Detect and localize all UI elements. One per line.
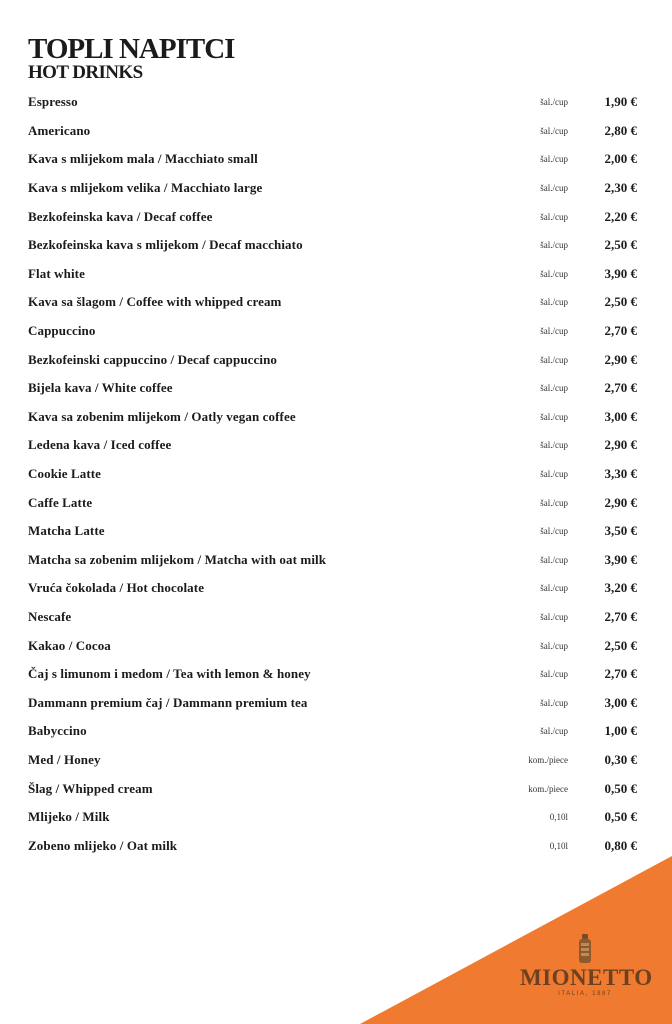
item-unit: šal./cup xyxy=(540,469,568,480)
brand-name: MIONETTO xyxy=(520,965,653,990)
menu-item-row xyxy=(28,88,640,117)
item-unit: šal./cup xyxy=(540,554,568,565)
item-name: Kava s mlijekom velika / Macchiato large xyxy=(28,180,263,196)
item-price: 1,90 € xyxy=(604,94,637,110)
item-price: 2,90 € xyxy=(604,437,637,453)
menu-item-row xyxy=(28,574,640,603)
item-unit: šal./cup xyxy=(540,726,568,737)
item-name: Bezkofeinski cappuccino / Decaf cappuccino xyxy=(28,351,278,367)
item-name: Kava sa šlagom / Coffee with whipped cream xyxy=(28,294,282,310)
bottle-emblem-icon xyxy=(577,934,593,964)
item-price: 2,80 € xyxy=(604,122,637,138)
menu-item-row xyxy=(28,345,640,374)
menu-item-row xyxy=(28,231,640,260)
item-unit: šal./cup xyxy=(540,211,568,222)
item-name: Espresso xyxy=(28,94,78,110)
drinks-menu-list xyxy=(28,88,640,860)
menu-item-row xyxy=(28,717,640,746)
menu-item-row xyxy=(28,117,640,146)
menu-header xyxy=(28,34,234,82)
item-unit: šal./cup xyxy=(540,383,568,394)
item-price: 2,70 € xyxy=(604,380,637,396)
item-name: Matcha Latte xyxy=(28,523,105,539)
item-price: 3,90 € xyxy=(604,265,637,281)
item-price: 2,00 € xyxy=(604,151,637,167)
brand-logo xyxy=(520,934,653,998)
brand-tagline: ITALIA, 1887 xyxy=(558,991,612,997)
item-unit: 0,10l xyxy=(549,812,568,823)
item-unit: šal./cup xyxy=(540,583,568,594)
item-unit: šal./cup xyxy=(540,697,568,708)
item-unit: šal./cup xyxy=(540,354,568,365)
item-price: 2,90 € xyxy=(604,351,637,367)
menu-item-row xyxy=(28,374,640,403)
item-price: 3,20 € xyxy=(604,580,637,596)
item-name: Matcha sa zobenim mlijekom / Matcha with oat milk xyxy=(28,551,327,567)
item-price: 0,50 € xyxy=(604,780,637,796)
item-name: Kava s mlijekom mala / Macchiato small xyxy=(28,151,258,167)
item-price: 0,80 € xyxy=(604,837,637,853)
item-name: Americano xyxy=(28,122,91,138)
menu-item-row xyxy=(28,546,640,575)
item-price: 2,30 € xyxy=(604,180,637,196)
menu-item-row xyxy=(28,517,640,546)
item-price: 3,30 € xyxy=(604,466,637,482)
menu-item-row xyxy=(28,431,640,460)
item-name: Dammann premium čaj / Dammann premium tea xyxy=(28,694,308,710)
item-unit: šal./cup xyxy=(540,326,568,337)
item-price: 2,70 € xyxy=(604,323,637,339)
item-name: Kava sa zobenim mlijekom / Oatly vegan coffee xyxy=(28,408,296,424)
item-unit: šal./cup xyxy=(540,611,568,622)
menu-item-row xyxy=(28,460,640,489)
item-name: Šlag / Whipped cream xyxy=(28,780,153,796)
item-name: Cookie Latte xyxy=(28,466,102,482)
item-price: 2,50 € xyxy=(604,637,637,653)
item-name: Bijela kava / White coffee xyxy=(28,380,173,396)
item-price: 2,70 € xyxy=(604,608,637,624)
item-name: Kakao / Cocoa xyxy=(28,637,111,653)
item-name: Flat white xyxy=(28,265,85,281)
item-price: 3,00 € xyxy=(604,408,637,424)
item-unit: 0,10l xyxy=(549,840,568,851)
menu-item-row xyxy=(28,688,640,717)
item-price: 0,50 € xyxy=(604,809,637,825)
item-unit: šal./cup xyxy=(540,526,568,537)
item-unit: šal./cup xyxy=(540,97,568,108)
menu-item-row xyxy=(28,774,640,803)
item-unit: šal./cup xyxy=(540,240,568,251)
menu-item-row xyxy=(28,145,640,174)
menu-item-row xyxy=(28,288,640,317)
item-name: Bezkofeinska kava / Decaf coffee xyxy=(28,208,213,224)
item-price: 2,90 € xyxy=(604,494,637,510)
item-name: Caffe Latte xyxy=(28,494,93,510)
item-unit: šal./cup xyxy=(540,297,568,308)
item-price: 3,00 € xyxy=(604,694,637,710)
item-name: Med / Honey xyxy=(28,751,101,767)
menu-item-row xyxy=(28,488,640,517)
item-unit: kom./piece xyxy=(528,783,568,794)
item-unit: šal./cup xyxy=(540,669,568,680)
menu-item-row xyxy=(28,317,640,346)
item-unit: šal./cup xyxy=(540,183,568,194)
item-unit: šal./cup xyxy=(540,497,568,508)
item-price: 2,70 € xyxy=(604,666,637,682)
item-name: Ledena kava / Iced coffee xyxy=(28,437,172,453)
menu-item-row xyxy=(28,202,640,231)
item-name: Čaj s limunom i medom / Tea with lemon & honey xyxy=(28,666,311,682)
item-name: Vruća čokolada / Hot chocolate xyxy=(28,580,205,596)
item-name: Mlijeko / Milk xyxy=(28,809,110,825)
item-price: 2,20 € xyxy=(604,208,637,224)
item-unit: šal./cup xyxy=(540,268,568,279)
item-price: 2,50 € xyxy=(604,237,637,253)
item-name: Nescafe xyxy=(28,608,72,624)
menu-item-row xyxy=(28,174,640,203)
page-subtitle: HOT DRINKS xyxy=(28,62,143,83)
menu-item-row xyxy=(28,660,640,689)
menu-item-row xyxy=(28,260,640,289)
item-price: 3,50 € xyxy=(604,523,637,539)
item-price: 2,50 € xyxy=(604,294,637,310)
item-name: Bezkofeinska kava s mlijekom / Decaf macchiato xyxy=(28,237,303,253)
item-unit: šal./cup xyxy=(540,154,568,165)
page-title: TOPLI NAPITCI xyxy=(28,33,235,65)
item-unit: šal./cup xyxy=(540,640,568,651)
item-price: 0,30 € xyxy=(604,751,637,767)
menu-item-row xyxy=(28,746,640,775)
item-name: Zobeno mlijeko / Oat milk xyxy=(28,837,178,853)
item-price: 1,00 € xyxy=(604,723,637,739)
item-unit: šal./cup xyxy=(540,411,568,422)
menu-item-row xyxy=(28,631,640,660)
menu-item-row xyxy=(28,603,640,632)
item-unit: šal./cup xyxy=(540,440,568,451)
menu-item-row xyxy=(28,403,640,432)
item-unit: kom./piece xyxy=(528,754,568,765)
item-unit: šal./cup xyxy=(540,125,568,136)
item-name: Babyccino xyxy=(28,723,87,739)
item-price: 3,90 € xyxy=(604,551,637,567)
menu-item-row xyxy=(28,803,640,832)
item-name: Cappuccino xyxy=(28,323,96,339)
